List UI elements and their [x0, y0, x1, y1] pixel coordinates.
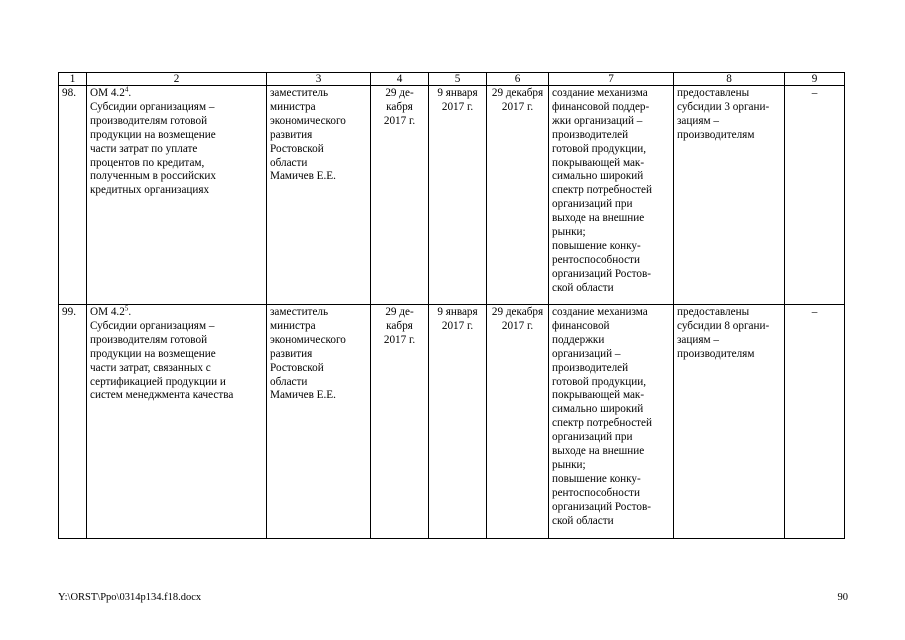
- end-date-cell: [487, 86, 549, 305]
- fact-cell: [674, 305, 785, 539]
- start-date-line: 2017 г.: [441, 319, 474, 332]
- responsible-line: развития: [270, 347, 313, 360]
- measure-name-line: полученным в российских: [90, 170, 217, 183]
- measure-name-line: процентов по кредитам,: [90, 156, 205, 169]
- end-date-line: 2017 г.: [501, 100, 534, 113]
- header-cell: 6: [487, 73, 549, 86]
- measure-name-line: систем менеджмента качества: [90, 389, 234, 402]
- header-cell: 2: [87, 73, 267, 86]
- responsible-cell: [267, 86, 371, 305]
- responsible-line: министра: [270, 100, 316, 113]
- result-line: ской области: [552, 514, 614, 527]
- start-date-line: 9 января: [437, 306, 478, 318]
- result-line: организаций при: [552, 198, 633, 211]
- result-line: организаций Ростов-: [552, 500, 651, 513]
- fact-line: зациям –: [677, 114, 719, 127]
- result-line: организаций –: [552, 347, 621, 360]
- result-line: создание механизма: [552, 87, 648, 99]
- measure-code-suffix: .: [128, 87, 132, 99]
- measure-code-superscript: 5: [124, 304, 129, 313]
- responsible-line: заместитель: [270, 306, 329, 318]
- header-cell: 9: [785, 73, 845, 86]
- measure-name-line: Субсидии организациям –: [90, 100, 215, 113]
- header-cell: 1: [59, 73, 87, 86]
- end-date-line: 2017 г.: [501, 319, 534, 332]
- result-line: организаций при: [552, 431, 633, 444]
- result-line: покрывающей мак-: [552, 389, 645, 402]
- deadline-cell: [371, 305, 429, 539]
- start-date-cell: [429, 305, 487, 539]
- table-row: [59, 86, 845, 305]
- result-line: выходе на внешние: [552, 445, 645, 458]
- measure-code: [90, 306, 263, 320]
- measure-cell: [87, 86, 267, 305]
- result-line: финансовой поддер-: [552, 100, 650, 113]
- responsible-line: области: [270, 156, 308, 169]
- responsible-line: заместитель: [270, 87, 329, 99]
- note-cell: –: [785, 86, 845, 305]
- fact-line: производителям: [677, 347, 755, 360]
- measure-cell: [87, 305, 267, 539]
- row-number: 98.: [59, 86, 87, 305]
- result-line: рентоспособности: [552, 253, 640, 266]
- result-line: рынки;: [552, 458, 586, 471]
- measure-name-line: кредитных организациях: [90, 184, 210, 197]
- responsible-line: развития: [270, 128, 313, 141]
- header-cell: 5: [429, 73, 487, 86]
- table-body: [59, 73, 845, 539]
- measure-name-line: производителям готовой: [90, 333, 208, 346]
- end-date-cell: [487, 305, 549, 539]
- measure-code-text: ОМ 4.2: [90, 306, 125, 318]
- start-date-cell: [429, 86, 487, 305]
- result-line: спектр потребностей: [552, 184, 652, 197]
- page-number: 90: [837, 592, 848, 603]
- result-line: жки организаций –: [552, 114, 643, 127]
- measure-code-superscript: 4: [124, 85, 129, 94]
- result-line: поддержки: [552, 333, 605, 346]
- end-date-line: 29 декабря: [491, 87, 544, 99]
- deadline-line: 2017 г.: [383, 114, 416, 127]
- end-date-line: 29 декабря: [491, 306, 544, 318]
- responsible-line: Ростовской: [270, 142, 324, 155]
- deadline-line: 29 де-: [385, 306, 414, 318]
- fact-cell: [674, 86, 785, 305]
- deadline-line: 29 де-: [385, 87, 414, 99]
- measure-name-line: продукции на возмещение: [90, 128, 216, 141]
- start-date-line: 2017 г.: [441, 100, 474, 113]
- responsible-line: Ростовской: [270, 361, 324, 374]
- responsible-line: экономического: [270, 333, 346, 346]
- responsible-cell: [267, 305, 371, 539]
- document-path: Y:\ORST\Ppo\0314p134.f18.docx: [58, 592, 202, 603]
- fact-line: производителям: [677, 128, 755, 141]
- header-cell: 8: [674, 73, 785, 86]
- result-line: финансовой: [552, 319, 610, 332]
- result-line: симально широкий: [552, 170, 644, 183]
- measure-name-line: Субсидии организациям –: [90, 319, 215, 332]
- result-line: рынки;: [552, 226, 586, 239]
- deadline-line: 2017 г.: [383, 333, 416, 346]
- measure-name-line: части затрат по уплате: [90, 142, 198, 155]
- measure-name-line: части затрат, связанных с: [90, 361, 211, 374]
- fact-line: предоставлены: [677, 306, 750, 318]
- deadline-line: кабря: [386, 100, 413, 113]
- measure-name-line: производителям готовой: [90, 114, 208, 127]
- row-number: 99.: [59, 305, 87, 539]
- responsible-line: области: [270, 375, 308, 388]
- measure-code-suffix: .: [128, 306, 132, 318]
- result-line: ской области: [552, 281, 614, 294]
- start-date-line: 9 января: [437, 87, 478, 99]
- responsible-line: Мамичев Е.Е.: [270, 389, 336, 402]
- result-line: выходе на внешние: [552, 212, 645, 225]
- responsible-line: Мамичев Е.Е.: [270, 170, 336, 183]
- result-line: производителей: [552, 128, 629, 141]
- result-line: покрывающей мак-: [552, 156, 645, 169]
- responsible-line: министра: [270, 319, 316, 332]
- header-row: [59, 73, 845, 86]
- result-line: готовой продукции,: [552, 142, 647, 155]
- result-line: создание механизма: [552, 306, 648, 318]
- fact-line: субсидии 8 органи-: [677, 319, 770, 332]
- header-cell: 7: [549, 73, 674, 86]
- note-cell: –: [785, 305, 845, 539]
- result-cell: [549, 86, 674, 305]
- result-line: спектр потребностей: [552, 417, 652, 430]
- header-cell: 3: [267, 73, 371, 86]
- fact-line: зациям –: [677, 333, 719, 346]
- result-line: рентоспособности: [552, 486, 640, 499]
- result-cell: [549, 305, 674, 539]
- deadline-cell: [371, 86, 429, 305]
- measure-name-line: продукции на возмещение: [90, 347, 216, 360]
- header-cell: 4: [371, 73, 429, 86]
- measure-name-line: сертификацией продукции и: [90, 375, 226, 388]
- report-table: [58, 72, 845, 539]
- result-line: симально широкий: [552, 403, 644, 416]
- measure-code-text: ОМ 4.2: [90, 87, 125, 99]
- result-line: готовой продукции,: [552, 375, 647, 388]
- result-line: повышение конку-: [552, 239, 641, 252]
- measure-code: [90, 87, 263, 101]
- result-line: производителей: [552, 361, 629, 374]
- fact-line: предоставлены: [677, 87, 750, 99]
- result-line: повышение конку-: [552, 472, 641, 485]
- responsible-line: экономического: [270, 114, 346, 127]
- result-line: организаций Ростов-: [552, 267, 651, 280]
- fact-line: субсидии 3 органи-: [677, 100, 770, 113]
- deadline-line: кабря: [386, 319, 413, 332]
- table-row: [59, 305, 845, 539]
